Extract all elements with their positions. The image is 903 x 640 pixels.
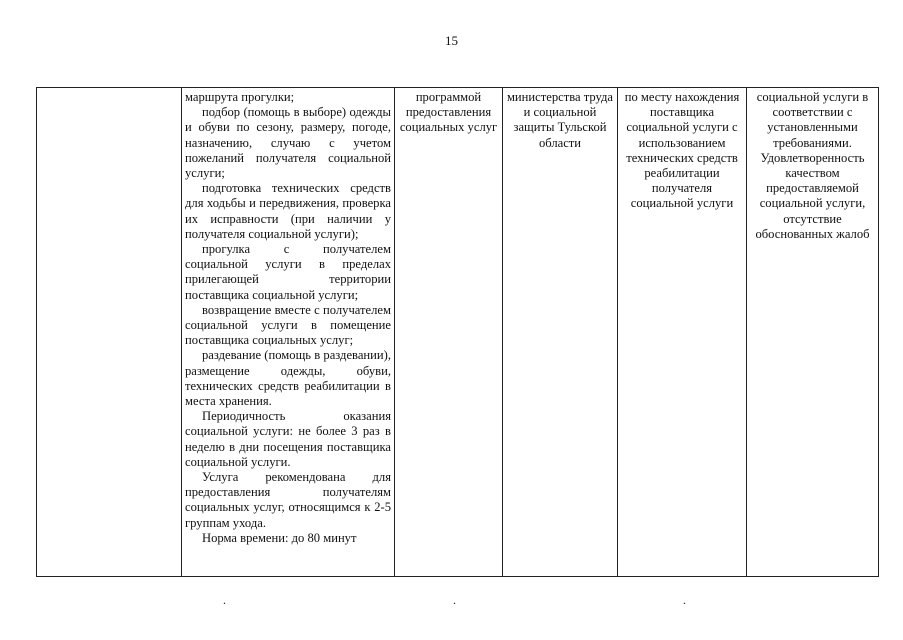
description-paragraph: маршрута прогулки; bbox=[185, 90, 295, 104]
cell-basis: программой предоставления социальных услуг bbox=[395, 88, 503, 577]
cell-number bbox=[37, 88, 182, 577]
quality-paragraph: социальной услуги в соответствии с установленными требованиями. bbox=[756, 90, 869, 150]
services-table bbox=[36, 87, 879, 577]
page-number: 15 bbox=[445, 33, 458, 48]
cell-authority: министерства труда и социальной защиты Тульской области bbox=[503, 88, 618, 577]
description-paragraph: подготовка технических средств для ходьбы и передвижения, проверка их исправности (при наличии у получателя социальной услуги); bbox=[185, 181, 391, 241]
description-paragraph: Услуга рекомендована для предоставления получателям социальных услуг, относящимся к 2-5 группам ухода. bbox=[185, 470, 391, 530]
description-paragraph: раздевание (помощь в раздевании), размещение одежды, обуви, технических средств реабилитации в места хранения. bbox=[185, 348, 391, 409]
footer-mark: . bbox=[453, 593, 456, 607]
footer-mark: . bbox=[683, 593, 686, 607]
description-paragraph: возвращение вместе с получателем социальной услуги в помещение поставщика социальных услуг; bbox=[185, 302, 391, 348]
description-paragraph: подбор (помощь в выборе) одежды и обуви по сезону, размеру, погоде, назначению, случаю с учетом пожеланий получателя социальной услуги; bbox=[185, 105, 391, 181]
cell-service-description bbox=[182, 88, 395, 577]
cell-quality-indicators bbox=[747, 88, 879, 577]
cell-conditions: по месту нахождения поставщика социальной услуги с использованием технических средств реабилитации получателя социальной услуги bbox=[618, 88, 747, 577]
description-paragraph: Норма времени: до 80 минут bbox=[202, 530, 357, 545]
description-paragraph: Периодичность оказания социальной услуги: не более 3 раз в неделю в дни посещения поставщика социальной услуги. bbox=[185, 409, 391, 469]
footer-mark: . bbox=[223, 593, 226, 607]
quality-paragraph: Удовлетворенность качеством предоставляемой социальной услуги, отсутствие обоснованных жалоб bbox=[755, 150, 870, 241]
table-row bbox=[37, 88, 879, 577]
description-paragraph: прогулка с получателем социальной услуги в пределах прилегающей территории поставщика социальной услуги; bbox=[185, 242, 391, 302]
